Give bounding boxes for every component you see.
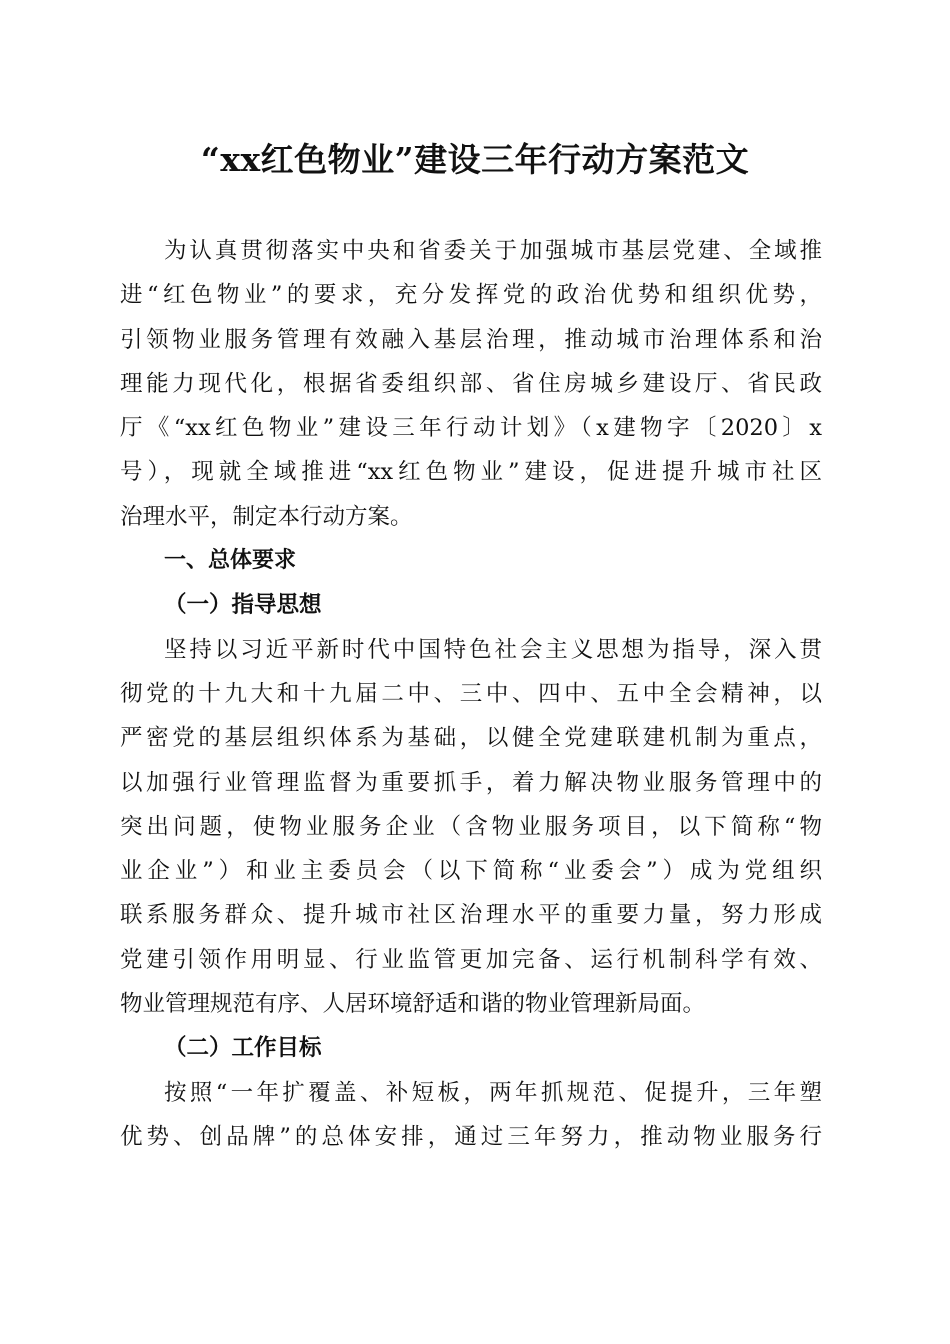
text-line: 业企业”）和业主委员会（以下简称“业委会”）成为党组织 xyxy=(120,858,822,885)
text-line: 理能力现代化，根据省委组织部、省住房城乡建设厅、省民政 xyxy=(120,370,822,397)
section-heading: 一、总体要求 xyxy=(164,548,297,574)
guiding-ideology-paragraph xyxy=(120,628,822,1027)
intro-paragraph xyxy=(120,229,822,539)
text-line: 厅《“xx红色物业”建设三年行动计划》（x建物字〔2020〕x xyxy=(120,415,822,442)
work-goals-paragraph xyxy=(120,1071,822,1160)
text-line: 以加强行业管理监督为重要抓手，着力解决物业服务管理中的 xyxy=(120,769,822,796)
text-line: 进“红色物业”的要求，充分发挥党的政治优势和组织优势， xyxy=(120,282,822,309)
text-line: 为认真贯彻落实中央和省委关于加强城市基层党建、全域推 xyxy=(164,238,822,264)
text-line: 物业管理规范有序、人居环境舒适和谐的物业管理新局面。 xyxy=(120,991,706,1018)
subsection-heading: （一）指导思想 xyxy=(164,592,322,619)
text-line: 联系服务群众、提升城市社区治理水平的重要力量，努力形成 xyxy=(120,902,822,929)
text-line: 治理水平，制定本行动方案。 xyxy=(120,503,413,530)
text-line: 彻党的十九大和十九届二中、三中、四中、五中全会精神，以 xyxy=(120,680,822,707)
text-line: 严密党的基层组织体系为基础，以健全党建联建机制为重点， xyxy=(120,725,822,752)
text-line: 号），现就全域推进“xx红色物业”建设，促进提升城市社区 xyxy=(120,459,822,486)
subsection-heading: （二）工作目标 xyxy=(164,1035,322,1062)
text-line: 引领物业服务管理有效融入基层治理，推动城市治理体系和治 xyxy=(120,326,822,353)
document-title: “xx红色物业”建设三年行动方案范文 xyxy=(200,140,750,179)
text-line: 坚持以习近平新时代中国特色社会主义思想为指导，深入贯 xyxy=(164,636,822,663)
text-line: 优势、创品牌”的总体安排，通过三年努力，推动物业服务行 xyxy=(120,1123,822,1150)
text-line: 突出问题，使物业服务企业（含物业服务项目，以下简称“物 xyxy=(120,813,822,840)
text-line: 党建引领作用明显、行业监管更加完备、运行机制科学有效、 xyxy=(120,946,822,973)
text-line: 按照“一年扩覆盖、补短板，两年抓规范、促提升，三年塑 xyxy=(164,1079,822,1106)
document-body xyxy=(120,229,822,1159)
